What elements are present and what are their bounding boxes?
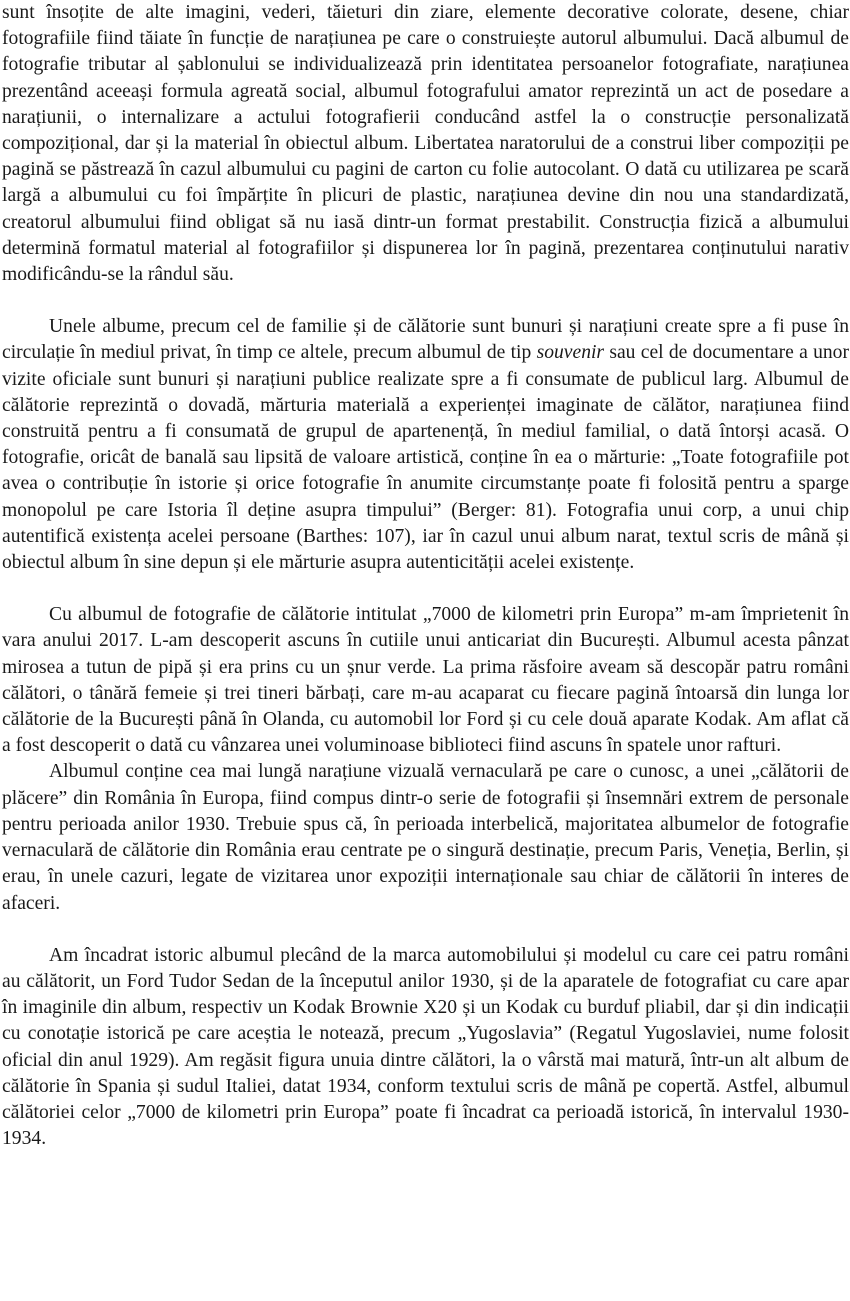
- italic-term-souvenir: souvenir: [536, 342, 605, 364]
- text-segment: sau cel de documentare a unor vizite oficiale sunt bunuri și narațiuni publice realizate spre a fi consumate de publicul larg. Albumul de călătorie reprezintă o dovadă, mărturia materială a experienței imaginate de călător, narațiunea fiind construită pentru a fi consumată de grupul de apartenență, în mediul familial, o dată întorși acasă. O fotografie, oricât de banală sau lipsită de valoare artistică, conține în ea o mărturie: „Toate fotografiile pot avea o contribuție în istorie și orice fotografie în anumite circumstanțe poate fi folosită pentru a sparge monopolul pe care Istoria îl deține asupra timpului” (Berger: 81). Fotografia unui corp, a unui chip autentifică existența acelei persoane (Barthes: 107), iar în cazul unui album narat, textul scris de mână și obiectul album în sine depun și ele mărturie asupra autenticității acelei existențe.: [2, 342, 850, 574]
- text-segment: Albumul conține cea mai lungă narațiune vizuală vernaculară pe care o cunosc, a unei „călătorii de plăcere” din România în Europa, fiind compus dintr-o serie de fotografii și însemnări extrem de personale pentru perioada anilor 1930. Trebuie spus că, în perioada interbelică, majoritatea albumelor de fotografie vernaculară de călătorie din România erau centrate pe o singură destinație, precum Paris, Veneția, Berlin, și erau, în unele cazuri, legate de vizitarea unor expoziții internaționale sau chiar de călătorii în interes de afaceri.: [2, 761, 849, 914]
- text-segment: Am încadrat istoric albumul plecând de la marca automobilului și modelul cu care cei patru români au călătorit, un Ford Tudor Sedan de la începutul anilor 1930, și de la aparatele de fotografiat cu care apar în imaginile din album, respectiv un Kodak Brownie X20 și un Kodak cu burduf pliabil, dar și din indicații cu conotație istorică pe care aceștia le notează, precum „Yugoslavia” (Regatul Yugoslaviei, nume folosit oficial din anul 1929). Am regăsit figura unuia dintre călători, la o vârstă mai matură, într-un alt album de călătorie în Spania și sudul Italiei, datat 1934, conform textului scris de mână pe copertă. Astfel, albumul călătoriei celor „7000 de kilometri prin Europa” poate fi încadrat ca perioadă istorică, în intervalul 1930-1934.: [2, 944, 849, 1150]
- text-segment: sunt însoțite de alte imagini, vederi, tăieturi din ziare, elemente decorative colorate, desene, chiar fotografiile fiind tăiate în funcție de narațiunea pe care o construiește autorul albumului. Dacă albumul de fotografie tributar al șablonului se individualizează prin identitatea persoanelor fotografiate, narațiunea prezentând aceeași formula agreată social, albumul fotografului amator reprezintă un act de posedare a narațiunii, o internalizare a actului fotografierii conducând astfel la o construcție personalizată compozițional, dar și la material în obiectul album. Libertatea naratorului de a construi liber compoziții pe pagină se păstrează în cazul albumului cu pagini de carton cu folie autocolant. O dată cu utilizarea pe scară largă a albumului cu foi împărțite în plicuri de plastic, narațiunea devine din nou una standardizată, creatorul albumului fiind obligat să nu iasă dintr-un format prestabilit. Construcția fizică a albumului determină formatul material al fotografiilor și dispunerea lor în pagină, prezentarea conținutului narativ modificându-se la rândul său.: [2, 2, 849, 286]
- paragraph-5: [2, 943, 849, 1153]
- paragraph-2: [2, 314, 849, 576]
- text-segment: Unele albume, precum cel de familie și de călătorie sunt bunuri și narațiuni create spre a fi puse în circulație în mediul privat, în timp ce altele, precum albumul de tip: [2, 316, 849, 364]
- text-segment: Cu albumul de fotografie de călătorie intitulat „7000 de kilometri prin Europa” m-am împrietenit în vara anului 2017. L-am descoperit ascuns în cutiile unui anticariat din București. Albumul acesta pânzat mirosea a tutun de pipă și era prins cu un șnur verde. La prima răsfoire aveam să descopăr patru români călători, o tânără femeie și trei tineri bărbați, care m-au acaparat cu fiecare pagină întoarsă din lunga lor călătorie de la București până în Olanda, cu automobil lor Ford și cu cele două aparate Kodak. Am aflat că a fost descoperit o dată cu vânzarea unei voluminoase biblioteci fiind ascuns în spatele unor rafturi.: [2, 604, 849, 757]
- paragraph-1: [2, 0, 849, 288]
- paragraph-3: [2, 602, 849, 759]
- paragraph-4: [2, 759, 849, 916]
